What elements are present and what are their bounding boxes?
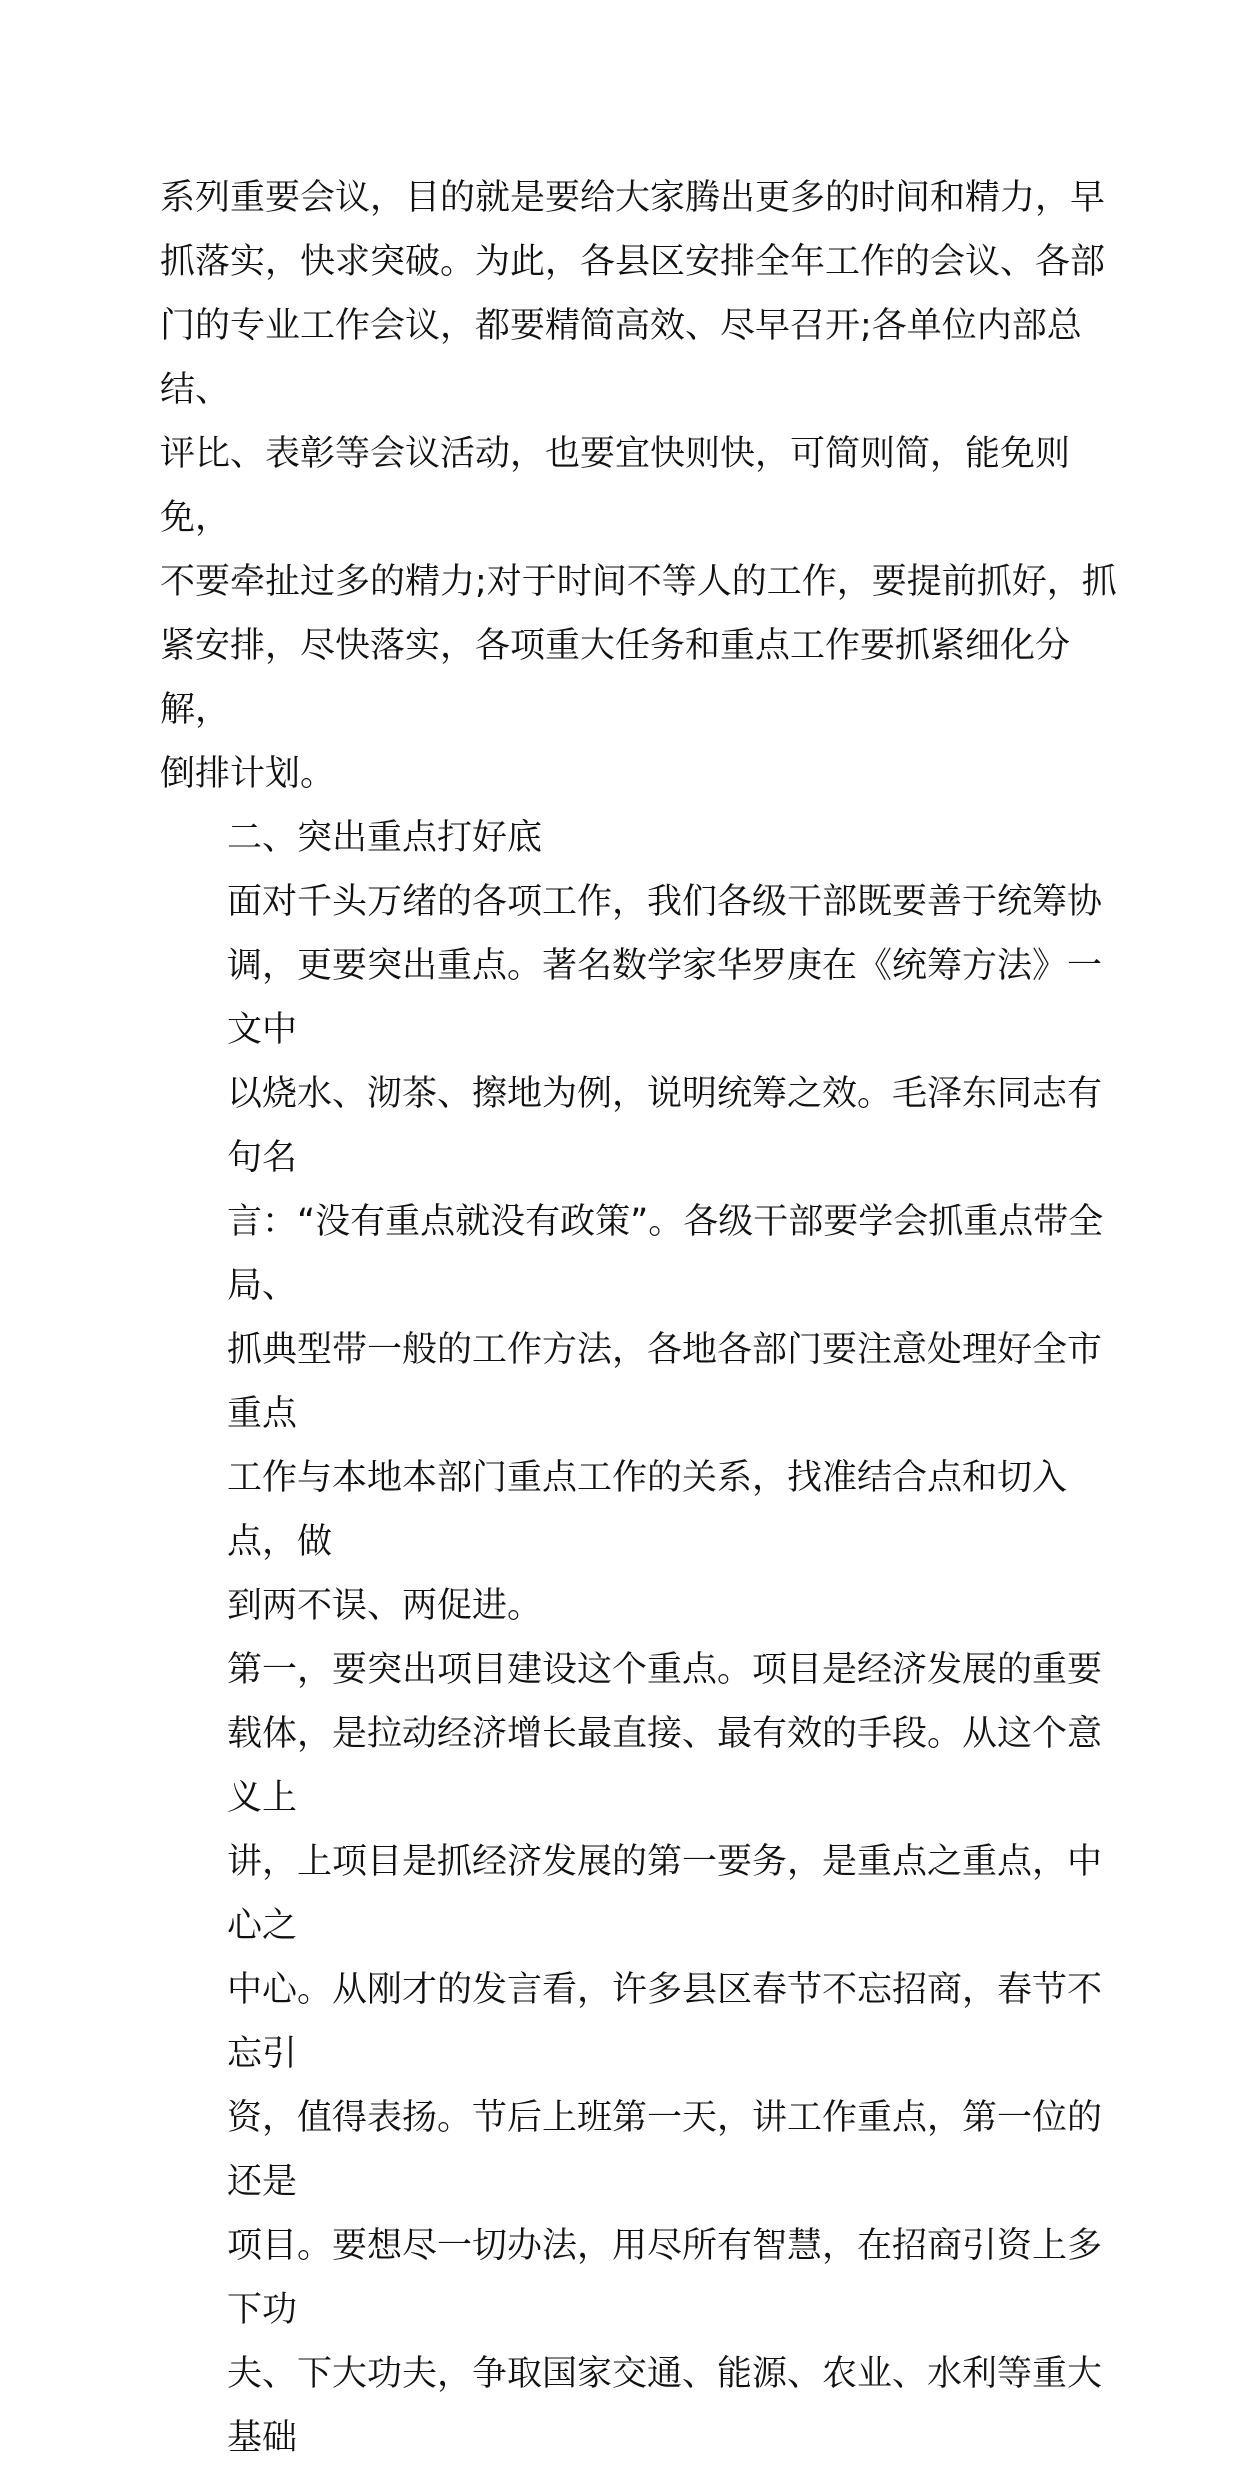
paragraph: 第一，要突出项目建设这个重点。项目是经济发展的重要 载体，是拉动经济增长最直接、最有效的手段。从这个意义上 讲，上项目是抓经济发展的第一要务，是重点之重点，中心之 中心。从刚才的发言看，许多县区春节不忘招商，春节不忘引 资，值得表扬。节后上班第一天，讲工作重点，第一位的还是 项目。要想尽一切办法，用尽所有智慧，在招商引资上多下功 夫、下大功夫，争取国家交通、能源、农业、水利等重大基础 (227, 1650, 1103, 2458)
body-text (160, 166, 1120, 2470)
section-heading: 二、突出重点打好底 (227, 818, 543, 858)
paragraph-continuation: 系列重要会议，目的就是要给大家腾出更多的时间和精力，早 抓落实，快求突破。为此，各县区安排全年工作的会议、各部 门的专业工作会议，都要精简高效、尽早召开;各单位内部总结、 评比、表彰等会议活动，也要宜快则快，可简则简，能免则免， 不要牵扯过多的精力;对于时间不等人的工作，要提前抓好，抓 紧安排，尽快落实，各项重大任务和重点工作要抓紧细化分解， 倒排计划。 (160, 178, 1117, 794)
paragraph: 面对千头万绪的各项工作，我们各级干部既要善于统筹协 调，更要突出重点。著名数学家华罗庚在《统筹方法》一文中 以烧水、沏茶、擦地为例，说明统筹之效。毛泽东同志有句名 言：“没有重点就没有政策”。各级干部要学会抓重点带全局、 抓典型带一般的工作方法，各地各部门要注意处理好全市重点 工作与本地本部门重点工作的关系，找准结合点和切入点，做 到两不误、两促进。 (227, 882, 1104, 1626)
